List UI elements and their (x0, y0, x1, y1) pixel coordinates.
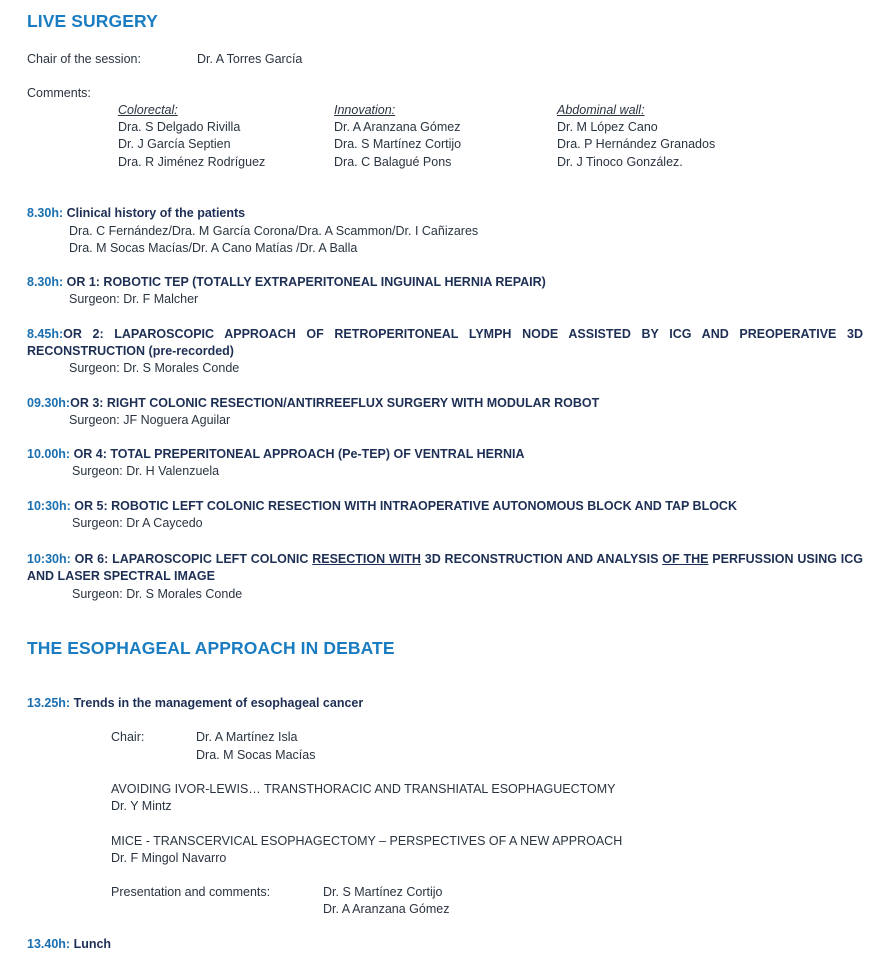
item-surgeon: Surgeon: Dr. S Morales Conde (69, 361, 240, 375)
item-title: Lunch (73, 937, 112, 951)
presentation-label: Presentation and comments: (111, 885, 271, 899)
item-time: 8.30h: (27, 275, 64, 289)
column-name: Dr. A Aranzana Gómez (334, 120, 461, 134)
item-time: 10:30h: (27, 499, 71, 513)
item-time: 8.30h: (27, 206, 64, 220)
chair-name: Dr. A Torres García (197, 52, 303, 66)
program-item (27, 274, 546, 290)
item-title: Clinical history of the patients (66, 206, 246, 220)
item-title-part: 3D RECONSTRUCTION AND ANALYSIS (420, 552, 663, 566)
program-item (27, 551, 863, 585)
item-title: OR 1: ROBOTIC TEP (TOTALLY EXTRAPERITONEAL INGUINAL HERNIA REPAIR) (66, 275, 546, 289)
column-title-innovation: Innovation: (334, 103, 396, 117)
item-title-part: PERFUSSION USING ICG AND LASER SPECTRAL IMAGE (27, 552, 863, 583)
column-name: Dr. J Tinoco González. (557, 155, 683, 169)
item-time: 13.40h: (27, 937, 71, 951)
presentation-name: Dr. S Martínez Cortijo (323, 885, 443, 899)
item-surgeon: Surgeon: Dr. H Valenzuela (72, 464, 220, 478)
talk-speaker: Dr. Y Mintz (111, 799, 172, 813)
program-item (27, 695, 363, 711)
item-title-part-underlined: OF THE (662, 552, 709, 566)
program-item (27, 498, 737, 514)
comments-label: Comments: (27, 86, 91, 100)
item-time: 09.30h: (27, 396, 71, 410)
talk-title: MICE - TRANSCERVICAL ESOPHAGECTOMY – PERSPECTIVES OF A NEW APPROACH (111, 834, 623, 848)
item-time: 8.45h: (27, 327, 64, 341)
column-name: Dr. J García Septien (118, 137, 231, 151)
program-item (27, 446, 525, 462)
item-surgeon: Surgeon: Dr. F Malcher (69, 292, 199, 306)
section-heading-live-surgery: LIVE SURGERY (27, 11, 158, 31)
column-name: Dra. C Balagué Pons (334, 155, 452, 169)
item-time: 10:30h: (27, 552, 71, 566)
program-item (27, 205, 245, 221)
column-name: Dra. S Martínez Cortijo (334, 137, 462, 151)
column-name: Dra. S Delgado Rivilla (118, 120, 241, 134)
item-surgeon: Surgeon: Dr A Caycedo (72, 516, 203, 530)
talk-speaker: Dr. F Mingol Navarro (111, 851, 227, 865)
section-heading-esophageal: THE ESOPHAGEAL APPROACH IN DEBATE (27, 638, 395, 658)
item-title-part: OR 6: LAPAROSCOPIC LEFT COLONIC (74, 552, 313, 566)
item-title-part-underlined: RESECTION WITH (312, 552, 421, 566)
column-title-colorectal: Colorectal: (118, 103, 178, 117)
item-surgeon: Surgeon: Dr. S Morales Conde (72, 587, 243, 601)
column-name: Dra. P Hernández Granados (557, 137, 716, 151)
item-title: OR 4: TOTAL PREPERITONEAL APPROACH (Pe-TEP) OF VENTRAL HERNIA (73, 447, 525, 461)
item-title: OR 5: ROBOTIC LEFT COLONIC RESECTION WITH INTRAOPERATIVE AUTONOMOUS BLOCK AND TAP BLOCK (74, 499, 737, 513)
column-title-abdominal-wall: Abdominal wall: (557, 103, 645, 117)
item-surgeon: Surgeon: JF Noguera Aguilar (69, 413, 231, 427)
item-detail: Dra. C Fernández/Dra. M García Corona/Dra. A Scammon/Dr. I Cañizares (69, 224, 479, 238)
column-name: Dra. R Jiménez Rodríguez (118, 155, 266, 169)
item-title: Trends in the management of esophageal cancer (73, 696, 364, 710)
program-item-lunch (27, 936, 111, 952)
item-title: OR 2: LAPAROSCOPIC APPROACH OF RETROPERITONEAL LYMPH NODE ASSISTED BY ICG AND PREOPERATIVE 3D RECONSTRUCTION (pre-recorded) (27, 327, 863, 358)
chair-name: Dr. A Martínez Isla (196, 730, 298, 744)
item-time: 13.25h: (27, 696, 71, 710)
chair-label: Chair of the session: (27, 52, 141, 66)
program-item (27, 395, 599, 411)
talk-title: AVOIDING IVOR-LEWIS… TRANSTHORACIC AND TRANSHIATAL ESOPHAGUECTOMY (111, 782, 616, 796)
column-name: Dr. M López Cano (557, 120, 658, 134)
presentation-name: Dr. A Aranzana Gómez (323, 902, 450, 916)
chair-name: Dra. M Socas Macías (196, 748, 316, 762)
item-title: OR 3: RIGHT COLONIC RESECTION/ANTIRREEFLUX SURGERY WITH MODULAR ROBOT (70, 396, 600, 410)
item-detail: Dra. M Socas Macías/Dr. A Cano Matías /Dr. A Balla (69, 241, 358, 255)
chair-label: Chair: (111, 730, 145, 744)
item-time: 10.00h: (27, 447, 71, 461)
program-item (27, 326, 863, 360)
